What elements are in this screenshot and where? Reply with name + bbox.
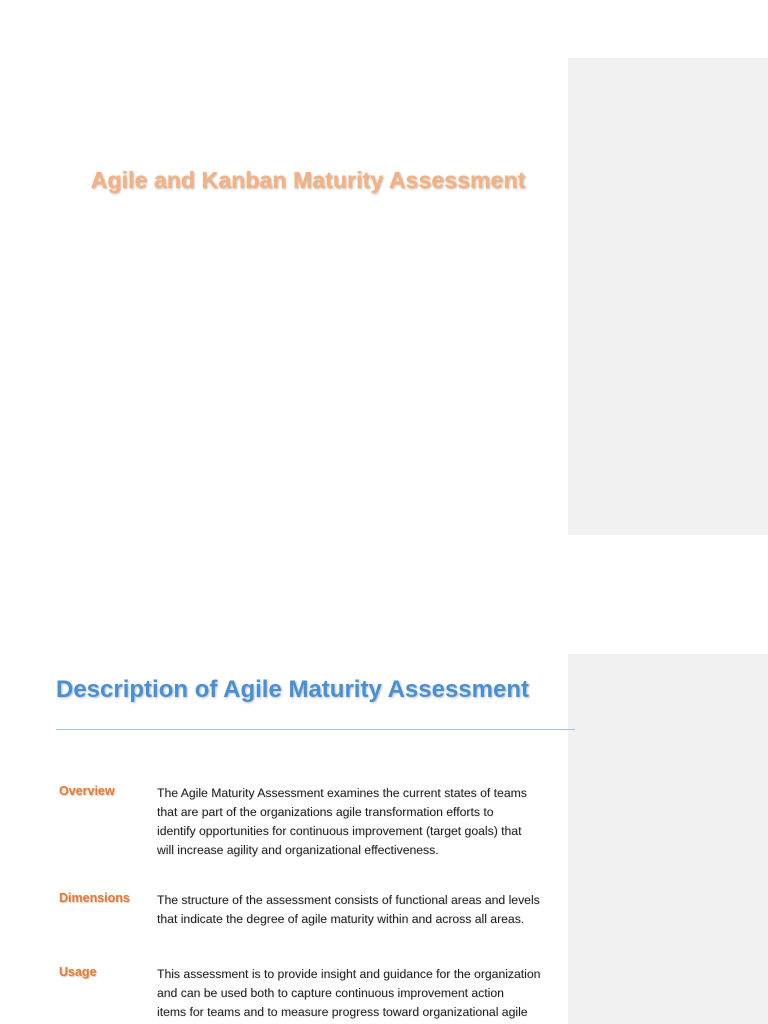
text-line: The structure of the assessment consists of functional areas and levels: [157, 893, 540, 907]
row-text-usage: [157, 965, 562, 1022]
text-line: that are part of the organizations agile transformation efforts to: [157, 805, 494, 819]
text-line: and can be used both to capture continuous improvement action: [157, 986, 504, 1000]
heading-divider: [56, 729, 575, 730]
text-line: that indicate the degree of agile maturity within and across all areas.: [157, 912, 525, 926]
row-label-overview: Overview: [59, 784, 115, 798]
text-line: will increase agility and organizational effectiveness.: [157, 843, 439, 857]
text-line: The Agile Maturity Assessment examines the current states of teams: [157, 786, 527, 800]
cover-title: Agile and Kanban Maturity Assessment: [90, 167, 526, 193]
row-text-dimensions: [157, 891, 562, 929]
row-text-overview: [157, 784, 562, 860]
side-panel-top: [568, 58, 768, 535]
side-panel-bottom: [568, 654, 768, 1024]
text-line: identify opportunities for continuous improvement (target goals) that: [157, 824, 522, 838]
text-line: This assessment is to provide insight and guidance for the organization: [157, 967, 541, 981]
row-label-usage: Usage: [59, 965, 97, 979]
section-heading: Description of Agile Maturity Assessment: [56, 676, 529, 703]
text-line: items for teams and to measure progress toward organizational agile: [157, 1005, 528, 1019]
row-label-dimensions: Dimensions: [59, 891, 130, 905]
